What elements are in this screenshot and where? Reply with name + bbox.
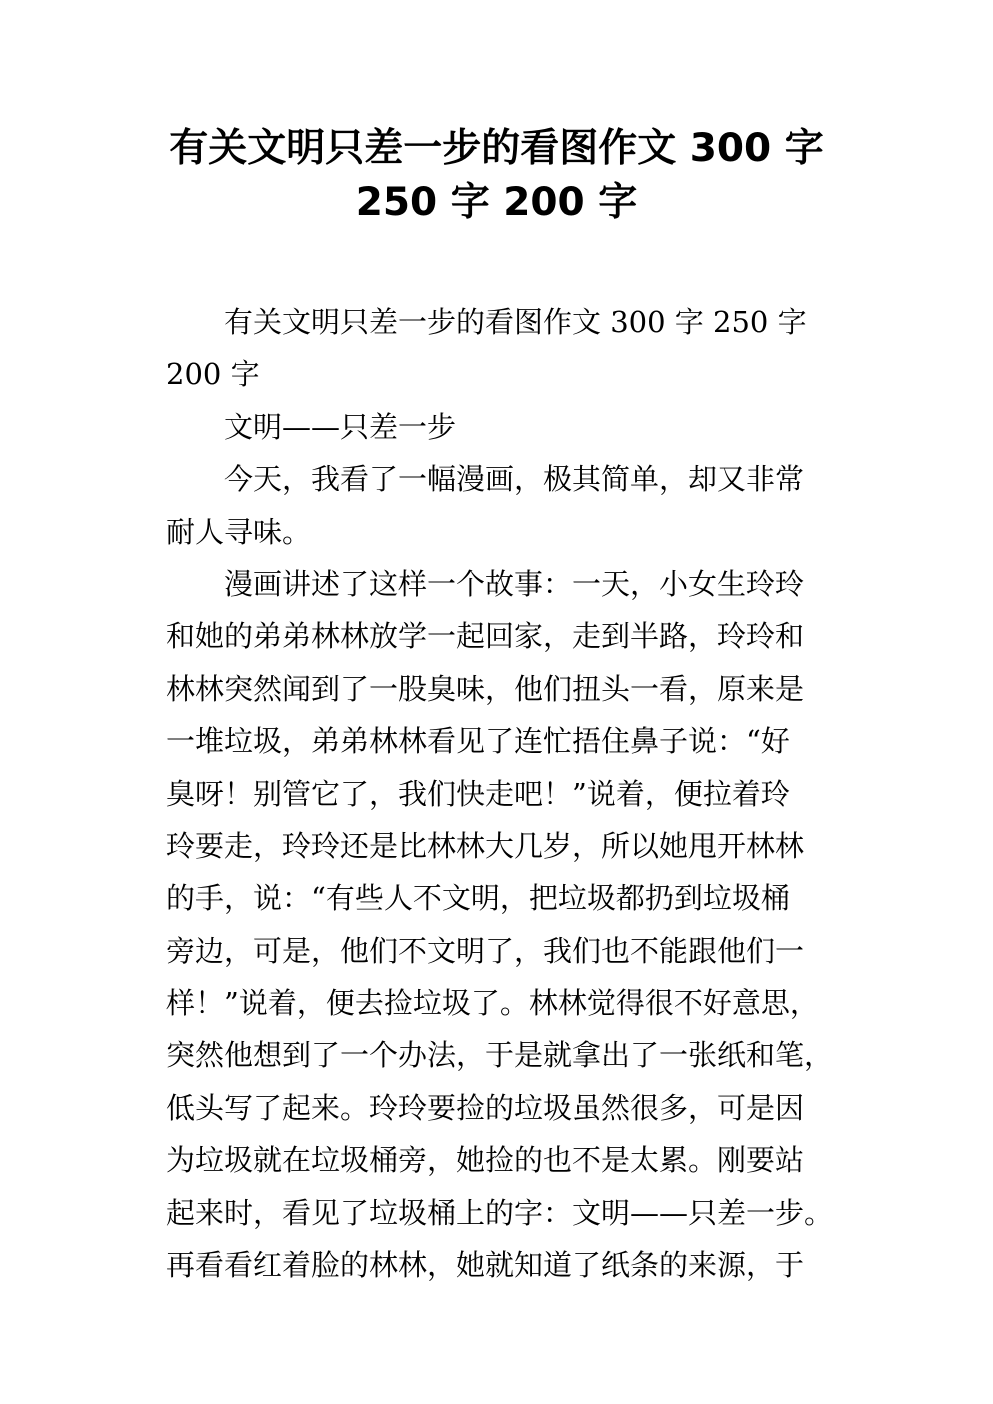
body-line: 林林突然闻到了一股臭味，他们扭头一看，原来是 [166, 671, 805, 706]
document-body [166, 296, 846, 1291]
body-line: 旁边，可是，他们不文明了，我们也不能跟他们一 [166, 933, 805, 968]
body-line: 漫画讲述了这样一个故事：一天，小女生玲玲 [224, 566, 805, 601]
body-line: 玲要走，玲玲还是比林林大几岁，所以她甩开林林 [166, 828, 805, 863]
body-line: 文明——只差一步 [224, 409, 457, 444]
title-line-2: 250 字 200 字 [355, 180, 638, 225]
body-line: 样！”说着，便去捡垃圾了。林林觉得很不好意思， [166, 986, 819, 1021]
body-line: 有关文明只差一步的看图作文 300 字 250 字 [224, 305, 807, 339]
body-line: 今天，我看了一幅漫画，极其简单，却又非常 [224, 462, 805, 497]
body-line: 臭呀！别管它了，我们快走吧！”说着，便拉着玲 [166, 776, 790, 811]
body-line: 的手，说：“有些人不文明，把垃圾都扔到垃圾桶 [166, 881, 790, 916]
body-line: 一堆垃圾，弟弟林林看见了连忙捂住鼻子说：“好 [166, 724, 790, 759]
body-line: 200 字 [166, 357, 260, 392]
body-line: 再看看红着脸的林林，她就知道了纸条的来源，于 [166, 1248, 805, 1283]
body-line: 耐人寻味。 [166, 514, 312, 549]
title-line-1: 有关文明只差一步的看图作文 300 字 [169, 126, 824, 171]
body-line: 和她的弟弟林林放学一起回家，走到半路，玲玲和 [166, 619, 805, 654]
body-line: 低头写了起来。玲玲要捡的垃圾虽然很多，可是因 [166, 1090, 805, 1125]
body-line: 为垃圾就在垃圾桶旁，她捡的也不是太累。刚要站 [166, 1143, 805, 1178]
document-title [100, 122, 893, 230]
body-line: 突然他想到了一个办法，于是就拿出了一张纸和笔， [166, 1038, 834, 1073]
body-line: 起来时，看见了垃圾桶上的字：文明——只差一步。 [166, 1195, 834, 1230]
